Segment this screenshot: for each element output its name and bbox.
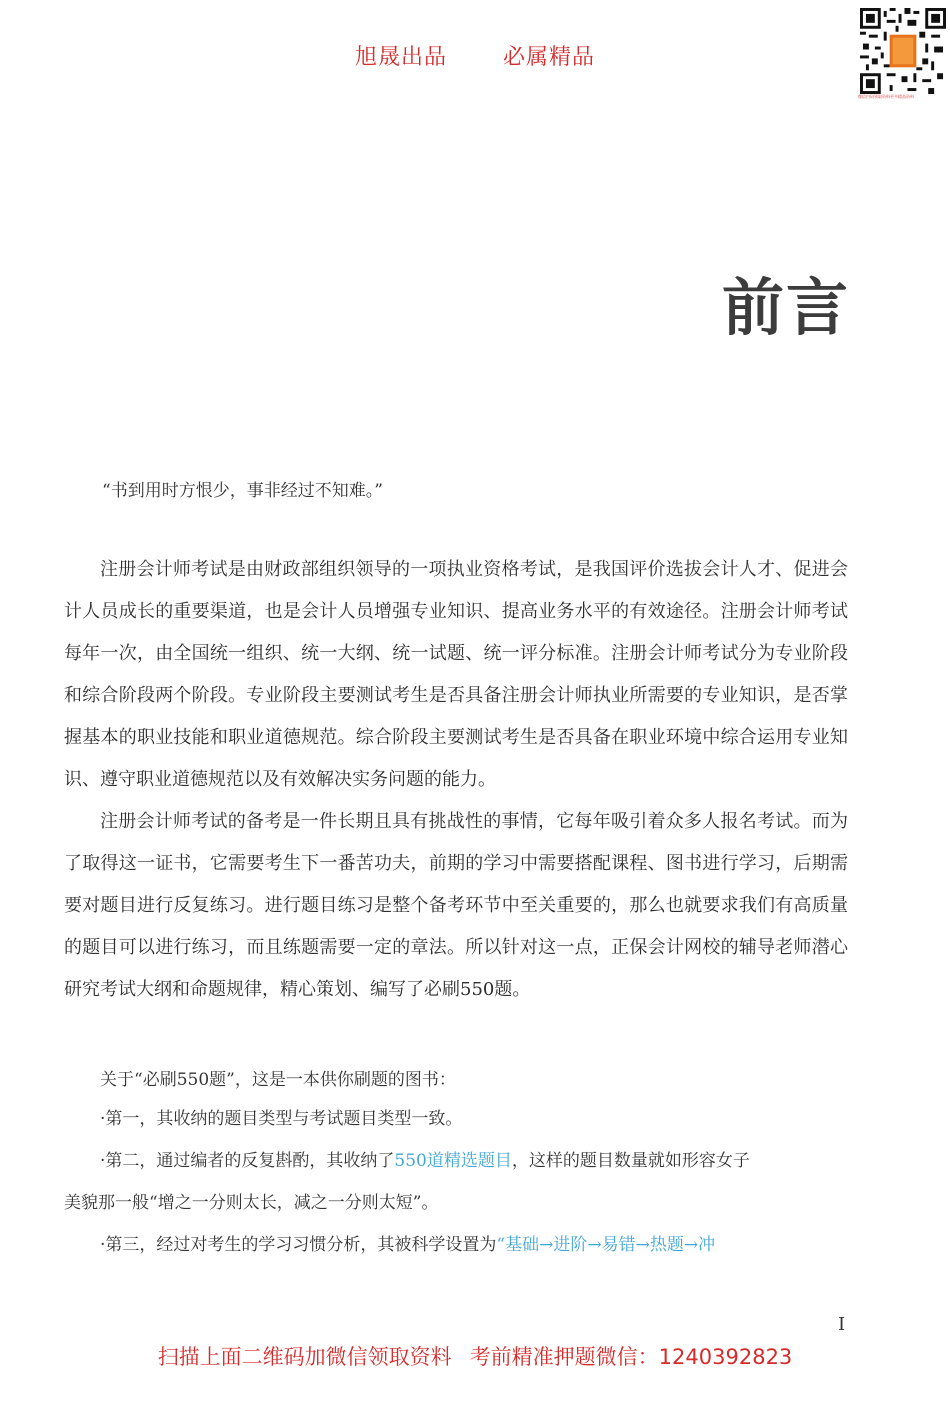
feature-item-2 bbox=[64, 1140, 848, 1182]
feature-list bbox=[64, 1098, 848, 1266]
page-title: 前言 bbox=[721, 271, 850, 344]
paragraph-2: 注册会计师考试的备考是一件长期且具有挑战性的事情，它每年吸引着众多人报名考试。而为了取得这一证书，它需要考生下一番苦功夫，前期的学习中需要搭配课程、图书进行学习，后期需要对题目进行反复练习。进行题目练习是整个备考环节中至关重要的，那么也就要求我们有高质量的题目可以进行练习，而且练题需要一定的章法。所以针对这一点，正保会计网校的辅导老师潜心研究考试大纲和命题规律，精心策划、编写了必刷550题。 bbox=[64, 811, 848, 1000]
about-intro-text: 关于“必刷550题”，这是一本供你刷题的图书： bbox=[100, 1070, 456, 1090]
feature-item-1: ·第一，其收纳的题目类型与考试题目类型一致。 bbox=[100, 1109, 463, 1129]
qr-code bbox=[856, 4, 950, 108]
qr-code-icon bbox=[860, 8, 946, 94]
header-left-text: 旭晟出品 bbox=[354, 45, 447, 70]
about-intro bbox=[64, 1059, 848, 1101]
header-right-text: 必属精品 bbox=[503, 45, 596, 70]
page-number: I bbox=[838, 1314, 846, 1335]
feature-item-2-post: ，这样的题目数量就如形容女子 bbox=[511, 1151, 750, 1171]
feature-item-3-highlight: “基础→进阶→易错→热题→冲 bbox=[496, 1235, 716, 1255]
feature-item-2-pre: ·第二，通过编者的反复斟酌，其收纳了 bbox=[100, 1151, 395, 1171]
feature-item-2-continuation: 美貌那一般“增之一分则太长，减之一分则太短”。 bbox=[64, 1193, 439, 1213]
footer-banner bbox=[0, 1341, 950, 1371]
paragraph-1: 注册会计师考试是由财政部组织领导的一项执业资格考试，是我国评价选拔会计人才、促进会计人员成长的重要渠道，也是会计人员增强专业知识、提高业务水平的有效途径。注册会计师考试每年一次，由全国统一组织、统一大纲、统一试题、统一评分标准。注册会计师考试分为专业阶段和综合阶段两个阶段。专业阶段主要测试考生是否具备注册会计师执业所需要的专业知识，是否掌握基本的职业技能和职业道德规范。综合阶段主要测试考生是否具备在职业环境中综合运用专业知识、遵守职业道德规范以及有效解决实务问题的能力。 bbox=[64, 559, 848, 790]
header-banner bbox=[0, 40, 950, 71]
feature-item-2-highlight: 550道精选题目 bbox=[394, 1151, 512, 1171]
qr-caption: 微信扫码领取资料更多精品资料 bbox=[858, 94, 914, 99]
footer-right-text: 考前精准押题微信：1240392823 bbox=[469, 1345, 793, 1369]
feature-item-3-pre: ·第三，经过对考生的学习习惯分析，其被科学设置为 bbox=[100, 1235, 497, 1255]
epigraph-quote: “书到用时方恨少，事非经过不知难。” bbox=[102, 481, 383, 501]
feature-item-3 bbox=[64, 1224, 848, 1266]
footer-left-text: 扫描上面二维码加微信领取资料 bbox=[157, 1345, 452, 1369]
